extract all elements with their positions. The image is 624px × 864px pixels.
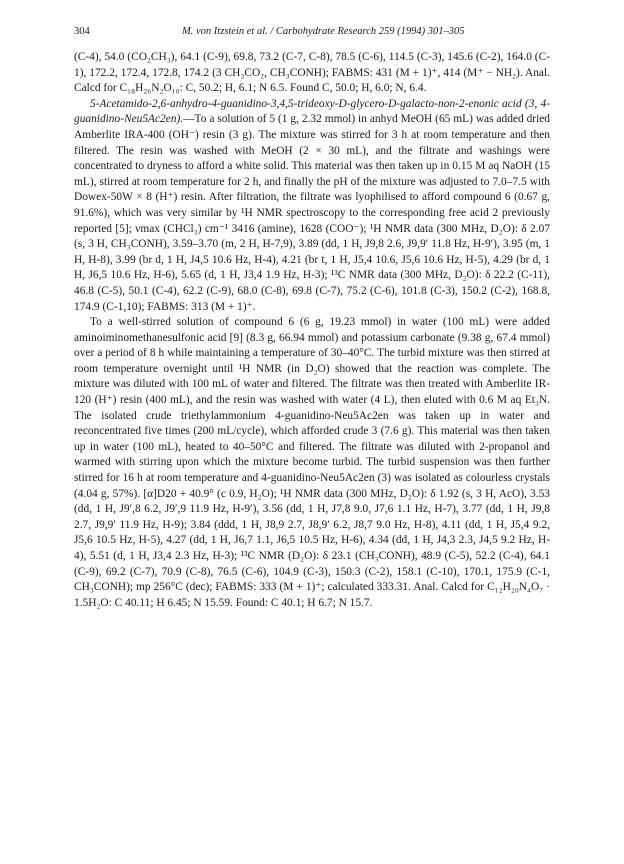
paragraph-guanidination-procedure: [74, 315, 550, 611]
paragraph-compound-3-procedure: [74, 97, 550, 315]
page-header: [74, 26, 550, 42]
paragraph-text: To a well-stirred solution of compound 6 (6 g, 19.23 mmol) in water (100 mL) were added aminoiminomethanesulfonic acid [9] (8.3 g, 66.94 mmol) and potassium carbonate (9.38 g, 67.4 mmol) over a period of 8 h while maintaining a temperature of 30–40°C. The turbid mixture was then stirred at room temperature overnight until ¹H NMR (in D₂O) showed that the reaction was complete. The mixture was diluted with 100 mL of water and filtered. The filtrate was then treated with Amberlite IR-120 (H⁺) resin (400 mL), and the resin was washed with water (4 L), then eluted with 0.6 M aq Et₃N. The isolated crude triethylammonium 4-guanidino-Neu5Ac2en was taken up in water and reconcentrated five times (200 mL/cycle), which afforded crude 3 (7.6 g). This material was then taken up in water (100 mL), heated to 40–50°C and filtered. The filtrate was diluted with 2-propanol and warmed with stirring upon which the mixture become turbid. The turbid suspension was then further stirred for 16 h at room temperature and 4-guanidino-Neu5Ac2en (3) was isolated as colourless crystals (4.04 g, 57%). [α]D20 + 40.9° (c 0.9, H₂O); ¹H NMR data (300 MHz, D₂O): δ 1.92 (s, 3 H, AcO), 3.53 (dd, 1 H, J9′,8 6.2, J9′,9 11.9 Hz, H-9′), 3.56 (dd, 1 H, J7,8 9.0, J7,6 1.1 Hz, H-7), 3.77 (dd, 1 H, J9,8 2.7, J9,9′ 11.9 Hz, H-9); 3.84 (ddd, 1 H, J8,9 2.7, J8,9′ 6.2, J8,7 9.0 Hz, H-8), 4.11 (dd, 1 H, J5,4 9.2, J5,6 10.5 Hz, H-5), 4.27 (dd, 1 H, J6,7 1.1, J6,5 10.5 Hz, H-6), 4.34 (dd, 1 H, J4,3 2.3, J4,5 9.2 Hz, H-4), 5.51 (d, 1 H, J3,4 2.3 Hz, H-3); ¹³C NMR (D₂O): δ 23.1 (CH₃CONH), 48.9 (C-5), 52.2 (C-4), 64.1 (C-9), 69.2 (C-7), 70.9 (C-8), 76.5 (C-6), 104.9 (C-3), 150.3 (C-2), 158.1 (C-10), 170.1, 175.9 (C-1, CH₃CONH); mp 256°C (dec); FABMS: 333 (M + 1)⁺; calculated 333.31. Anal. Calcd for C₁₂H₂₀N₄O₇ · 1.5H₂O: C 40.11; H 6.45; N 15.59. Found: C 40.1; H 6.7; N 15.7.: [74, 316, 550, 609]
page-number: 304: [74, 26, 90, 37]
running-header-citation: M. von Itzstein et al. / Carbohydrate Research 259 (1994) 301–305: [182, 26, 465, 37]
paragraph-text: —To a solution of 5 (1 g, 2.32 mmol) in anhyd MeOH (65 mL) was added dried Amberlite IRA-400 (OH⁻) resin (3 g). The mixture was stirred for 3 h at room temperature and then filtered. The resin was washed with MeOH (2 × 30 mL), and the filtrate and washings were concentrated to dryness to afford a white solid. This material was then taken up in 0.15 M aq NaOH (15 mL), stirred at room temperature for 2 h, and finally the pH of the mixture was adjusted to 7.0–7.5 with Dowex-50W × 8 (H⁺) resin. After filtration, the filtrate was lyophilised to afford compound 6 (0.67 g, 91.6%), which was very similar by ¹H NMR spectroscopy to the corresponding free acid 2 previously reported [5]; νmax (CHCl₃) cm⁻¹ 3416 (amine), 1628 (COO⁻); ¹H NMR data (300 MHz, D₂O): δ 2.07 (s, 3 H, CH₃CONH), 3.59–3.70 (m, 2 H, H-7,9), 3.89 (dd, 1 H, J9,8 2.6, J9,9′ 11.8 Hz, H-9′), 3.95 (m, 1 H, H-8), 3.99 (br d, 1 H, J4,5 10.6 Hz, H-4), 4.21 (br t, 1 H, J5,4 10.6, J5,6 10.6 Hz, H-5), 4.29 (br d, 1 H, J6,5 10.6 Hz, H-6), 5.65 (d, 1 H, J3,4 1.9 Hz, H-3); ¹³C NMR data (300 MHz, D₂O): δ 22.2 (C-11), 46.8 (C-5), 50.1 (C-4), 62.2 (C-9), 68.0 (C-8), 69.8 (C-7), 75.2 (C-6), 101.8 (C-3), 150.2 (C-2), 168.8, 174.9 (C-1,10); FABMS: 313 (M + 1)⁺.: [74, 113, 550, 313]
paragraph-nmr-continuation: [74, 50, 550, 97]
paragraph-text: (C-4), 54.0 (CO₂CH₃), 64.1 (C-9), 69.8, 73.2 (C-7, C-8), 78.5 (C-6), 114.5 (C-3), 145.6 (C-2), 164.0 (C-1), 172.2, 172.4, 172.8, 174.2 (3 CH₃CO₂, CH₃CONH); FABMS: 431 (M + 1)⁺, 414 (M⁺ − NH₂). Anal. Calcd for C₁₈H₂₆N₂O₁₀: C, 50.2; H, 6.1; N 6.5. Found C, 50.0; H, 6.0; N, 6.4.: [74, 51, 550, 95]
compound-heading: 5-Acetamido-2,6-anhydro-4-guanidino-3,4,5-trideoxy-D-glycero-D-galacto-non-2-enonic acid (3, 4-guanidino-Neu5Ac2en).: [74, 97, 550, 126]
article-body: [74, 50, 550, 611]
